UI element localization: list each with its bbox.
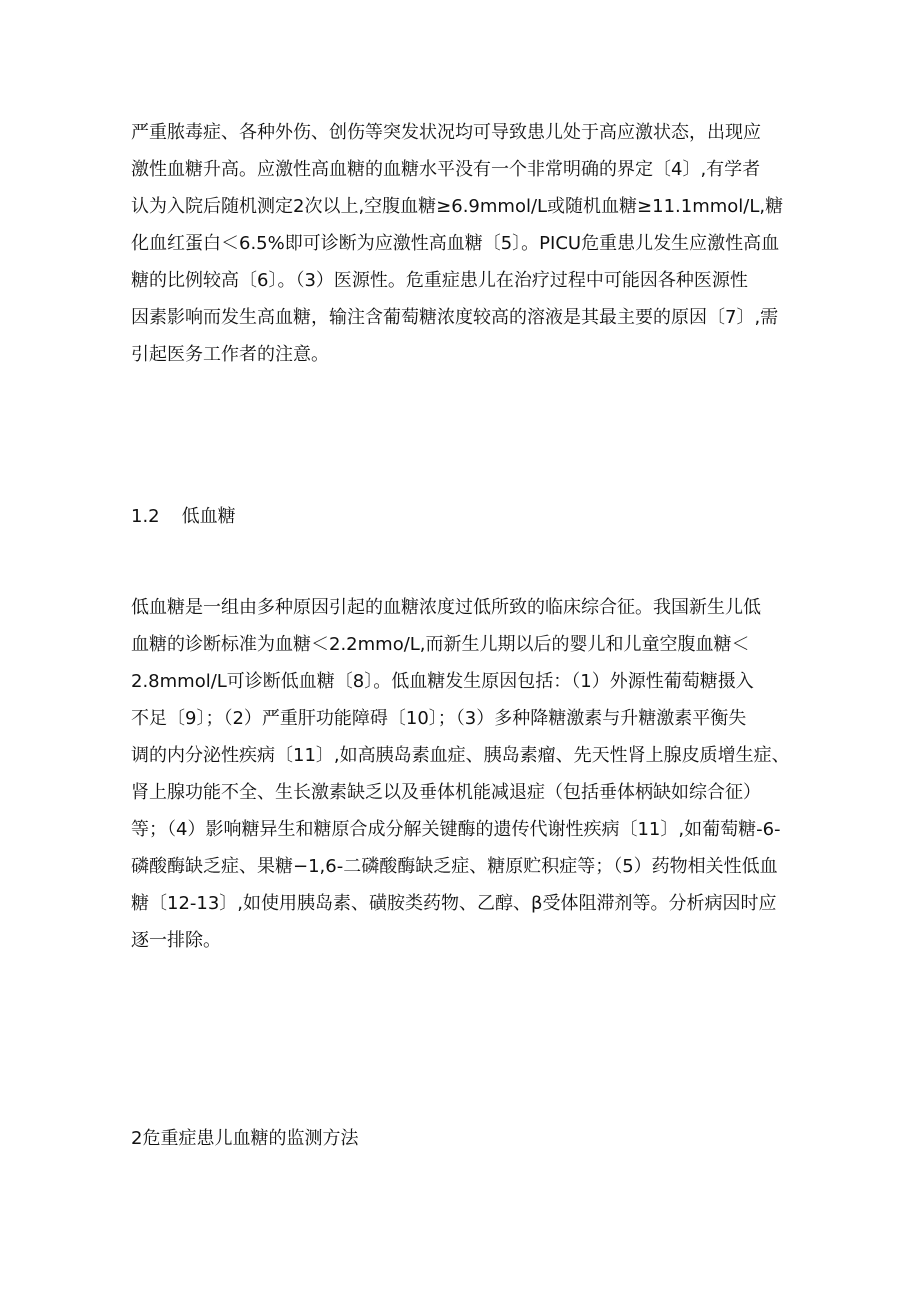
paragraph-hypoglycemia xyxy=(131,589,796,959)
text-line: 等；（4）影响糖异生和糖原合成分解关键酶的遗传代谢性疾病〔11〕,如葡萄糖-6- xyxy=(131,819,781,840)
text-line: 糖〔12-13〕,如使用胰岛素、磺胺类药物、乙醇、β受体阻滞剂等。分析病因时应 xyxy=(131,893,777,914)
text-line: 调的内分泌性疾病〔11〕,如高胰岛素血症、胰岛素瘤、先天性肾上腺皮质增生症、 xyxy=(131,745,790,766)
text-line: 激性血糖升高。应激性高血糖的血糖水平没有一个非常明确的界定〔4〕,有学者 xyxy=(131,159,761,180)
text-line: 2.8mmol/L可诊断低血糖〔8〕。低血糖发生原因包括：（1）外源性葡萄糖摄入 xyxy=(131,671,754,692)
text-line: 糖的比例较高〔6〕。（3）医源性。危重症患儿在治疗过程中可能因各种医源性 xyxy=(131,270,748,291)
text-line: 认为入院后随机测定2次以上,空腹血糖≥6.9mmol/L或随机血糖≥11.1mmol/L,糖 xyxy=(131,196,784,217)
text-line: 引起医务工作者的注意。 xyxy=(131,344,329,365)
text-line: 低血糖是一组由多种原因引起的血糖浓度过低所致的临床综合征。我国新生儿低 xyxy=(131,597,761,618)
section-number: 1.2 xyxy=(131,506,160,527)
text-line: 严重脓毒症、各种外伤、创伤等突发状况均可导致患儿处于高应激状态，出现应 xyxy=(131,122,761,143)
section-heading-monitoring-methods xyxy=(131,1120,358,1157)
text-line: 磷酸酶缺乏症、果糖−1,6-二磷酸酶缺乏症、糖原贮积症等；（5）药物相关性低血 xyxy=(131,856,778,877)
section-title: 2危重症患儿血糖的监测方法 xyxy=(131,1128,359,1149)
text-line: 不足〔9〕；（2）严重肝功能障碍〔10〕；（3）多种降糖激素与升糖激素平衡失 xyxy=(131,708,747,729)
text-line: 化血红蛋白＜6.5%即可诊断为应激性高血糖〔5〕。PICU危重患儿发生应激性高血 xyxy=(131,233,780,254)
text-line: 血糖的诊断标准为血糖＜2.2mmo/L,而新生儿期以后的婴儿和儿童空腹血糖＜ xyxy=(131,634,750,655)
text-line: 因素影响而发生高血糖，输注含葡萄糖浓度较高的溶液是其最主要的原因〔7〕,需 xyxy=(131,307,779,328)
text-line: 肾上腺功能不全、生长激素缺乏以及垂体机能减退症（包括垂体柄缺如综合征） xyxy=(131,782,761,803)
section-title: 低血糖 xyxy=(181,506,236,527)
section-heading-hypoglycemia xyxy=(131,498,236,535)
text-line: 逐一排除。 xyxy=(131,930,221,951)
paragraph-stress-hyperglycemia xyxy=(131,114,796,373)
